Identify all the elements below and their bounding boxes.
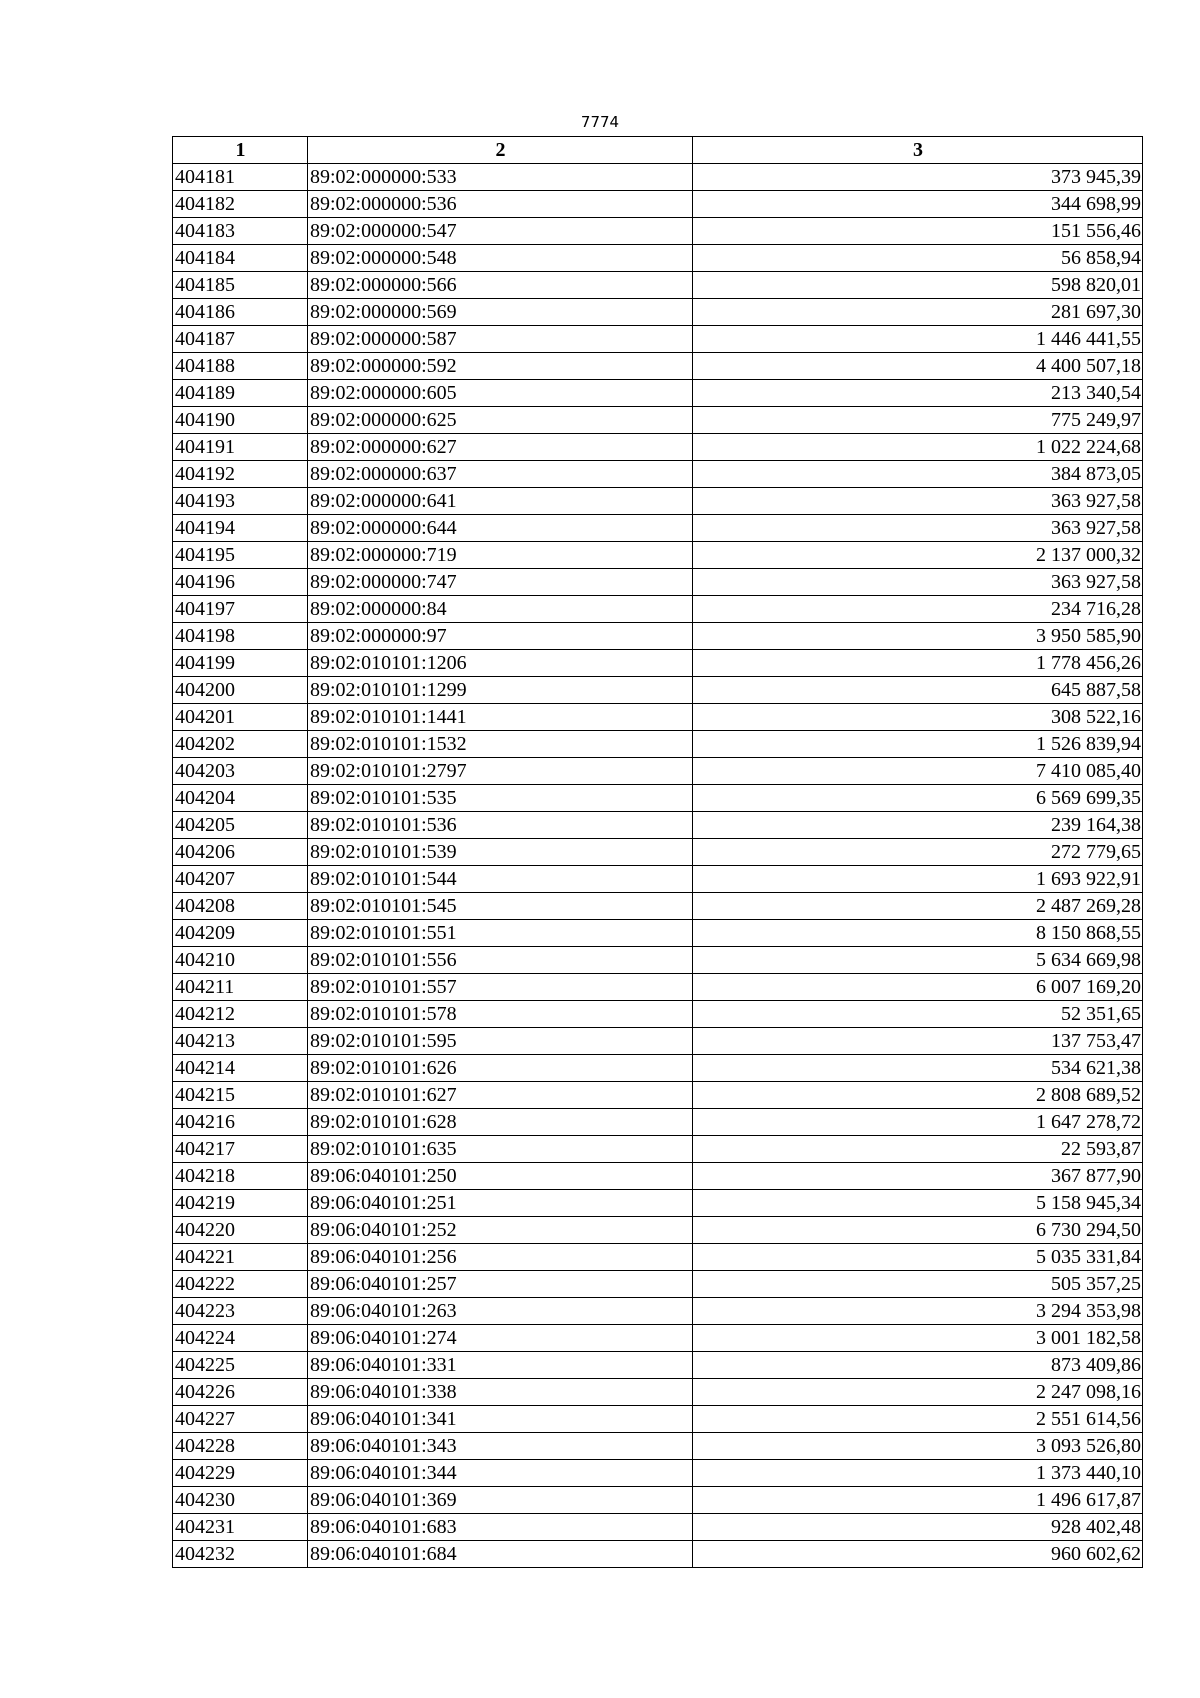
row-number: 404216 — [173, 1109, 308, 1136]
cadastral-number: 89:06:040101:263 — [308, 1298, 693, 1325]
row-number: 404217 — [173, 1136, 308, 1163]
row-number: 404183 — [173, 218, 308, 245]
row-number: 404215 — [173, 1082, 308, 1109]
cadastral-value: 384 873,05 — [693, 461, 1143, 488]
row-number: 404190 — [173, 407, 308, 434]
cadastral-value: 2 137 000,32 — [693, 542, 1143, 569]
cadastral-value: 1 647 278,72 — [693, 1109, 1143, 1136]
table-row — [173, 893, 1143, 920]
row-number: 404221 — [173, 1244, 308, 1271]
row-number: 404204 — [173, 785, 308, 812]
cadastral-value: 3 093 526,80 — [693, 1433, 1143, 1460]
row-number: 404231 — [173, 1514, 308, 1541]
cadastral-number: 89:06:040101:257 — [308, 1271, 693, 1298]
row-number: 404200 — [173, 677, 308, 704]
row-number: 404192 — [173, 461, 308, 488]
table-row — [173, 947, 1143, 974]
table-row — [173, 974, 1143, 1001]
cadastral-value: 534 621,38 — [693, 1055, 1143, 1082]
row-number: 404206 — [173, 839, 308, 866]
column-header-1: 1 — [173, 137, 308, 164]
table-row — [173, 596, 1143, 623]
row-number: 404181 — [173, 164, 308, 191]
table-row — [173, 461, 1143, 488]
cadastral-number: 89:02:000000:719 — [308, 542, 693, 569]
cadastral-number: 89:06:040101:341 — [308, 1406, 693, 1433]
cadastral-value: 7 410 085,40 — [693, 758, 1143, 785]
cadastral-value: 3 950 585,90 — [693, 623, 1143, 650]
cadastral-value: 1 373 440,10 — [693, 1460, 1143, 1487]
table-row — [173, 1028, 1143, 1055]
table-row — [173, 569, 1143, 596]
row-number: 404222 — [173, 1271, 308, 1298]
cadastral-value: 363 927,58 — [693, 488, 1143, 515]
table-row — [173, 1163, 1143, 1190]
cadastral-number: 89:02:000000:592 — [308, 353, 693, 380]
table-row — [173, 353, 1143, 380]
row-number: 404191 — [173, 434, 308, 461]
cadastral-value: 281 697,30 — [693, 299, 1143, 326]
table-row — [173, 1433, 1143, 1460]
cadastral-value: 22 593,87 — [693, 1136, 1143, 1163]
cadastral-number: 89:06:040101:250 — [308, 1163, 693, 1190]
row-number: 404211 — [173, 974, 308, 1001]
cadastral-number: 89:02:000000:566 — [308, 272, 693, 299]
table-row — [173, 704, 1143, 731]
cadastral-value: 363 927,58 — [693, 569, 1143, 596]
row-number: 404224 — [173, 1325, 308, 1352]
cadastral-value: 239 164,38 — [693, 812, 1143, 839]
cadastral-number: 89:06:040101:369 — [308, 1487, 693, 1514]
cadastral-value: 505 357,25 — [693, 1271, 1143, 1298]
cadastral-value: 272 779,65 — [693, 839, 1143, 866]
row-number: 404187 — [173, 326, 308, 353]
cadastral-number: 89:02:010101:539 — [308, 839, 693, 866]
column-header-2: 2 — [308, 137, 693, 164]
page-number: 7774 — [580, 113, 620, 131]
cadastral-value-table — [172, 136, 1143, 1568]
row-number: 404195 — [173, 542, 308, 569]
cadastral-number: 89:02:010101:626 — [308, 1055, 693, 1082]
cadastral-number: 89:06:040101:338 — [308, 1379, 693, 1406]
row-number: 404196 — [173, 569, 308, 596]
cadastral-number: 89:02:000000:533 — [308, 164, 693, 191]
table-row — [173, 380, 1143, 407]
cadastral-number: 89:02:010101:1441 — [308, 704, 693, 731]
cadastral-number: 89:02:000000:569 — [308, 299, 693, 326]
cadastral-value: 960 602,62 — [693, 1541, 1143, 1568]
cadastral-number: 89:02:000000:587 — [308, 326, 693, 353]
cadastral-value: 6 007 169,20 — [693, 974, 1143, 1001]
row-number: 404197 — [173, 596, 308, 623]
row-number: 404223 — [173, 1298, 308, 1325]
row-number: 404184 — [173, 245, 308, 272]
cadastral-number: 89:02:000000:644 — [308, 515, 693, 542]
row-number: 404188 — [173, 353, 308, 380]
cadastral-number: 89:06:040101:344 — [308, 1460, 693, 1487]
table-row — [173, 191, 1143, 218]
table-row — [173, 1001, 1143, 1028]
cadastral-value: 308 522,16 — [693, 704, 1143, 731]
table-row — [173, 758, 1143, 785]
row-number: 404201 — [173, 704, 308, 731]
table-row — [173, 1109, 1143, 1136]
cadastral-value: 56 858,94 — [693, 245, 1143, 272]
cadastral-number: 89:02:010101:1532 — [308, 731, 693, 758]
table-row — [173, 407, 1143, 434]
cadastral-number: 89:02:010101:635 — [308, 1136, 693, 1163]
table-row — [173, 218, 1143, 245]
row-number: 404225 — [173, 1352, 308, 1379]
table-row — [173, 1190, 1143, 1217]
cadastral-value: 373 945,39 — [693, 164, 1143, 191]
cadastral-number: 89:02:000000:625 — [308, 407, 693, 434]
table-row — [173, 1406, 1143, 1433]
table-row — [173, 299, 1143, 326]
cadastral-number: 89:02:010101:1206 — [308, 650, 693, 677]
row-number: 404203 — [173, 758, 308, 785]
cadastral-number: 89:06:040101:274 — [308, 1325, 693, 1352]
row-number: 404185 — [173, 272, 308, 299]
table-row — [173, 839, 1143, 866]
cadastral-value: 2 247 098,16 — [693, 1379, 1143, 1406]
cadastral-number: 89:02:010101:557 — [308, 974, 693, 1001]
cadastral-value: 151 556,46 — [693, 218, 1143, 245]
cadastral-number: 89:02:000000:536 — [308, 191, 693, 218]
cadastral-value: 3 001 182,58 — [693, 1325, 1143, 1352]
table-row — [173, 623, 1143, 650]
row-number: 404227 — [173, 1406, 308, 1433]
cadastral-number: 89:02:000000:627 — [308, 434, 693, 461]
cadastral-number: 89:06:040101:252 — [308, 1217, 693, 1244]
table-row — [173, 1271, 1143, 1298]
row-number: 404218 — [173, 1163, 308, 1190]
row-number: 404205 — [173, 812, 308, 839]
row-number: 404230 — [173, 1487, 308, 1514]
cadastral-number: 89:02:010101:1299 — [308, 677, 693, 704]
cadastral-value: 873 409,86 — [693, 1352, 1143, 1379]
table-row — [173, 650, 1143, 677]
cadastral-number: 89:02:000000:637 — [308, 461, 693, 488]
cadastral-value: 1 496 617,87 — [693, 1487, 1143, 1514]
cadastral-value: 6 730 294,50 — [693, 1217, 1143, 1244]
row-number: 404193 — [173, 488, 308, 515]
column-header-3: 3 — [693, 137, 1143, 164]
row-number: 404199 — [173, 650, 308, 677]
cadastral-value: 8 150 868,55 — [693, 920, 1143, 947]
cadastral-number: 89:02:010101:536 — [308, 812, 693, 839]
cadastral-value: 367 877,90 — [693, 1163, 1143, 1190]
row-number: 404210 — [173, 947, 308, 974]
table-row — [173, 1352, 1143, 1379]
cadastral-value: 1 446 441,55 — [693, 326, 1143, 353]
cadastral-number: 89:06:040101:251 — [308, 1190, 693, 1217]
cadastral-value: 4 400 507,18 — [693, 353, 1143, 380]
table-row — [173, 1082, 1143, 1109]
cadastral-number: 89:02:000000:605 — [308, 380, 693, 407]
table-row — [173, 1244, 1143, 1271]
table-row — [173, 164, 1143, 191]
cadastral-value: 1 693 922,91 — [693, 866, 1143, 893]
cadastral-value: 3 294 353,98 — [693, 1298, 1143, 1325]
cadastral-value: 5 634 669,98 — [693, 947, 1143, 974]
cadastral-value: 6 569 699,35 — [693, 785, 1143, 812]
row-number: 404229 — [173, 1460, 308, 1487]
cadastral-value: 775 249,97 — [693, 407, 1143, 434]
row-number: 404182 — [173, 191, 308, 218]
table-row — [173, 1217, 1143, 1244]
cadastral-value: 2 487 269,28 — [693, 893, 1143, 920]
table-row — [173, 731, 1143, 758]
table-row — [173, 326, 1143, 353]
cadastral-number: 89:06:040101:684 — [308, 1541, 693, 1568]
cadastral-value: 598 820,01 — [693, 272, 1143, 299]
cadastral-value: 1 778 456,26 — [693, 650, 1143, 677]
cadastral-value: 52 351,65 — [693, 1001, 1143, 1028]
row-number: 404212 — [173, 1001, 308, 1028]
cadastral-value: 928 402,48 — [693, 1514, 1143, 1541]
cadastral-value: 213 340,54 — [693, 380, 1143, 407]
table-row — [173, 1460, 1143, 1487]
cadastral-value: 5 035 331,84 — [693, 1244, 1143, 1271]
row-number: 404207 — [173, 866, 308, 893]
table-row — [173, 866, 1143, 893]
cadastral-number: 89:02:010101:556 — [308, 947, 693, 974]
cadastral-number: 89:06:040101:683 — [308, 1514, 693, 1541]
table-row — [173, 488, 1143, 515]
cadastral-value: 2 808 689,52 — [693, 1082, 1143, 1109]
table-row — [173, 785, 1143, 812]
table-row — [173, 434, 1143, 461]
cadastral-value: 1 526 839,94 — [693, 731, 1143, 758]
cadastral-value: 234 716,28 — [693, 596, 1143, 623]
row-number: 404220 — [173, 1217, 308, 1244]
table-row — [173, 920, 1143, 947]
cadastral-number: 89:02:010101:578 — [308, 1001, 693, 1028]
table-header — [173, 137, 1143, 164]
cadastral-value: 137 753,47 — [693, 1028, 1143, 1055]
row-number: 404208 — [173, 893, 308, 920]
cadastral-number: 89:02:000000:548 — [308, 245, 693, 272]
row-number: 404228 — [173, 1433, 308, 1460]
cadastral-number: 89:02:000000:97 — [308, 623, 693, 650]
table-row — [173, 1541, 1143, 1568]
cadastral-value: 1 022 224,68 — [693, 434, 1143, 461]
table-row — [173, 1379, 1143, 1406]
cadastral-number: 89:02:010101:551 — [308, 920, 693, 947]
row-number: 404214 — [173, 1055, 308, 1082]
table-row — [173, 1487, 1143, 1514]
row-number: 404202 — [173, 731, 308, 758]
cadastral-number: 89:02:010101:595 — [308, 1028, 693, 1055]
cadastral-number: 89:06:040101:343 — [308, 1433, 693, 1460]
row-number: 404194 — [173, 515, 308, 542]
cadastral-number: 89:02:010101:628 — [308, 1109, 693, 1136]
cadastral-value: 645 887,58 — [693, 677, 1143, 704]
cadastral-number: 89:02:010101:545 — [308, 893, 693, 920]
row-number: 404189 — [173, 380, 308, 407]
row-number: 404209 — [173, 920, 308, 947]
cadastral-value: 2 551 614,56 — [693, 1406, 1143, 1433]
table-row — [173, 515, 1143, 542]
cadastral-number: 89:02:010101:2797 — [308, 758, 693, 785]
cadastral-value: 5 158 945,34 — [693, 1190, 1143, 1217]
cadastral-number: 89:02:010101:535 — [308, 785, 693, 812]
row-number: 404213 — [173, 1028, 308, 1055]
table-row — [173, 812, 1143, 839]
cadastral-number: 89:06:040101:256 — [308, 1244, 693, 1271]
cadastral-number: 89:02:010101:627 — [308, 1082, 693, 1109]
cadastral-value: 363 927,58 — [693, 515, 1143, 542]
table-row — [173, 542, 1143, 569]
row-number: 404226 — [173, 1379, 308, 1406]
table-row — [173, 1136, 1143, 1163]
table-row — [173, 1298, 1143, 1325]
header-row — [173, 137, 1143, 164]
cadastral-number: 89:02:000000:84 — [308, 596, 693, 623]
cadastral-number: 89:02:000000:547 — [308, 218, 693, 245]
cadastral-number: 89:02:000000:641 — [308, 488, 693, 515]
cadastral-number: 89:02:010101:544 — [308, 866, 693, 893]
row-number: 404219 — [173, 1190, 308, 1217]
table-row — [173, 1514, 1143, 1541]
table-body — [173, 164, 1143, 1568]
row-number: 404186 — [173, 299, 308, 326]
row-number: 404232 — [173, 1541, 308, 1568]
cadastral-number: 89:02:000000:747 — [308, 569, 693, 596]
table-row — [173, 245, 1143, 272]
table-row — [173, 272, 1143, 299]
cadastral-value: 344 698,99 — [693, 191, 1143, 218]
table-row — [173, 1055, 1143, 1082]
row-number: 404198 — [173, 623, 308, 650]
table-row — [173, 1325, 1143, 1352]
table-row — [173, 677, 1143, 704]
cadastral-number: 89:06:040101:331 — [308, 1352, 693, 1379]
